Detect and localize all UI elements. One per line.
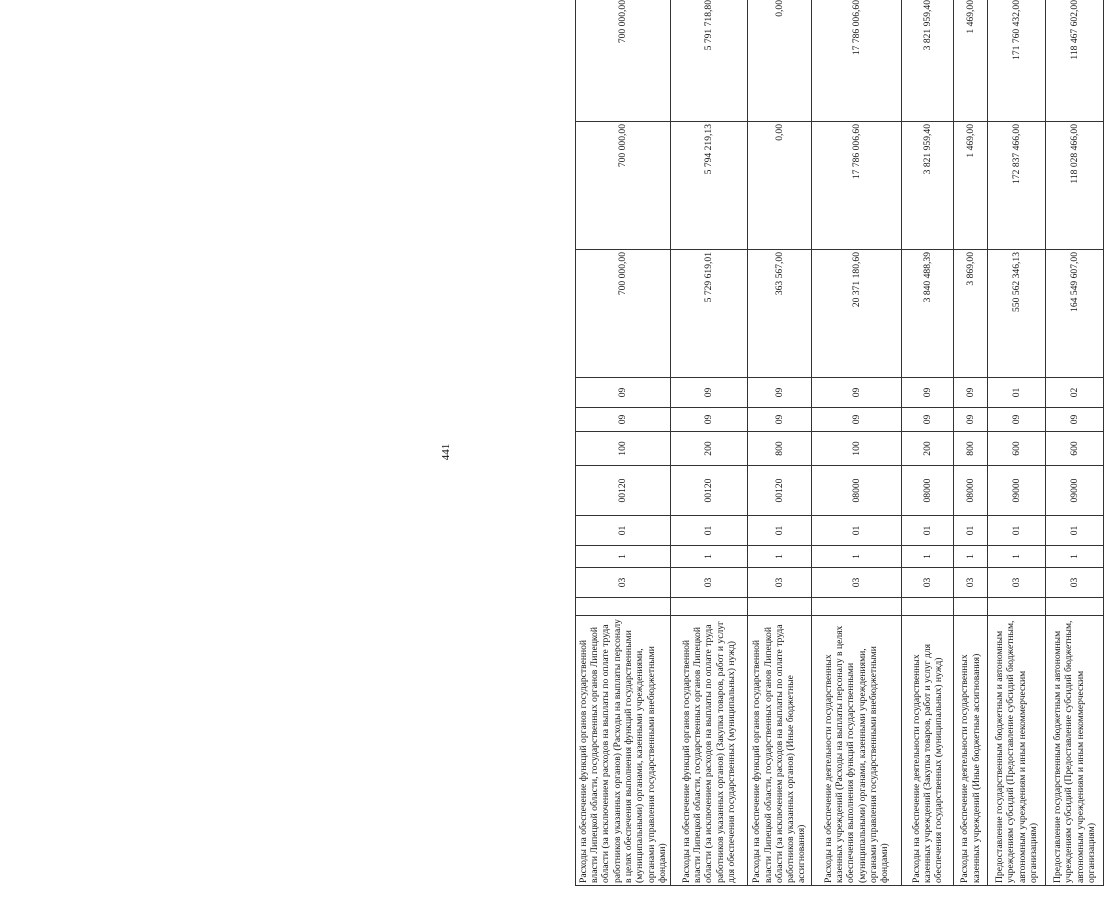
cell-csr1: 01 (988, 516, 1046, 546)
cell-pr: 1 (988, 546, 1046, 568)
cell-sum-1: 20 371 180,60 (812, 250, 902, 378)
cell-name: Расходы на обеспечение деятельности государственных казенных учреждений (Закупка товаров, работ и услуг для обеспечения государственных (муниципальных) нужд) (902, 616, 954, 886)
cell-sum-2: 0,00 (748, 122, 812, 250)
cell-rz: 03 (576, 568, 671, 598)
cell-sum-1: 700 000,00 (576, 250, 671, 378)
cell-rz: 03 (902, 568, 954, 598)
cell-sum-1: 550 562 346,13 (988, 250, 1046, 378)
cell-csr1: 01 (671, 516, 748, 546)
cell-sum-2: 5 794 219,13 (671, 122, 748, 250)
cell-sum-3: 0,00 (748, 0, 812, 122)
cell-csr1: 01 (902, 516, 954, 546)
cell-vr: 100 (812, 432, 902, 466)
page-number: 441 (440, 443, 452, 461)
cell-sum-2: 700 000,00 (576, 122, 671, 250)
cell-sum-3: 17 786 006,60 (812, 0, 902, 122)
cell-sum-1: 5 729 619,01 (671, 250, 748, 378)
cell-csr1: 01 (1046, 516, 1104, 546)
cell-sum-1: 3 869,00 (954, 250, 988, 378)
budget-table (575, 0, 1104, 886)
cell-sum-2: 172 837 466,00 (988, 122, 1046, 250)
cell-pr: 1 (576, 546, 671, 568)
cell-rz: 03 (748, 568, 812, 598)
cell-sub: 09 (812, 378, 902, 408)
cell-sum-2: 118 028 466,00 (1046, 122, 1104, 250)
cell-gr: 09 (671, 408, 748, 432)
cell-sum-3: 1 469,00 (954, 0, 988, 122)
table-row (671, 0, 748, 886)
cell-vr: 200 (671, 432, 748, 466)
cell-sum-1: 363 567,00 (748, 250, 812, 378)
cell-vr: 600 (988, 432, 1046, 466)
cell-vr: 600 (1046, 432, 1104, 466)
cell-ved (988, 598, 1046, 616)
cell-rz: 03 (1046, 568, 1104, 598)
cell-sub: 09 (671, 378, 748, 408)
cell-name: Расходы на обеспечение функций органов государственной власти Липецкой области, государственных органов Липецкой области (за исключением расходов на выплаты по оплате труда работников указанных органов) (Иные бюджетные ассигнования) (748, 616, 812, 886)
cell-pr: 1 (671, 546, 748, 568)
cell-gr: 09 (748, 408, 812, 432)
cell-gr: 09 (812, 408, 902, 432)
cell-csr1: 01 (748, 516, 812, 546)
cell-csr2: 00120 (748, 466, 812, 516)
cell-sub: 09 (954, 378, 988, 408)
cell-sub: 01 (988, 378, 1046, 408)
cell-rz: 03 (671, 568, 748, 598)
cell-csr2: 08000 (812, 466, 902, 516)
cell-csr1: 01 (576, 516, 671, 546)
cell-sum-3: 3 821 959,40 (902, 0, 954, 122)
cell-sum-3: 171 760 432,00 (988, 0, 1046, 122)
cell-rz: 03 (954, 568, 988, 598)
cell-csr2: 00120 (576, 466, 671, 516)
table-row (954, 0, 988, 886)
cell-name: Расходы на обеспечение деятельности государственных казенных учреждений (Расходы на выплаты персоналу в целях обеспечения выполнения функций государственными (муниципальными) органами, казенными учреждениями, органами управления государственными внебюджетными фондами) (812, 616, 902, 886)
cell-rz: 03 (988, 568, 1046, 598)
table-row (902, 0, 954, 886)
rotated-table-container (575, 0, 1097, 886)
cell-vr: 800 (954, 432, 988, 466)
cell-ved (954, 598, 988, 616)
cell-gr: 09 (576, 408, 671, 432)
cell-name: Предоставление государственным бюджетным и автономным учреждениям субсидий (Предоставление субсидий бюджетным, автономным учреждениям и иным некоммерческим организациям) (988, 616, 1046, 886)
cell-ved (902, 598, 954, 616)
table-row (812, 0, 902, 886)
cell-sum-2: 17 786 006,60 (812, 122, 902, 250)
cell-sum-3: 118 467 602,00 (1046, 0, 1104, 122)
cell-csr1: 01 (954, 516, 988, 546)
cell-gr: 09 (988, 408, 1046, 432)
cell-csr2: 09000 (988, 466, 1046, 516)
cell-sum-2: 1 469,00 (954, 122, 988, 250)
cell-sum-3: 5 791 718,80 (671, 0, 748, 122)
cell-sub: 09 (748, 378, 812, 408)
cell-rz: 03 (812, 568, 902, 598)
cell-pr: 1 (954, 546, 988, 568)
cell-name: Расходы на обеспечение функций органов государственной власти Липецкой области, государственных органов Липецкой области (за исключением расходов на выплаты по оплате труда работников указанных органов) (Закупка товаров, работ и услуг для обеспечения государственных (муниципальных) нужд) (671, 616, 748, 886)
cell-pr: 1 (902, 546, 954, 568)
cell-sum-2: 3 821 959,40 (902, 122, 954, 250)
cell-csr2: 00120 (671, 466, 748, 516)
cell-vr: 800 (748, 432, 812, 466)
cell-gr: 09 (954, 408, 988, 432)
cell-gr: 09 (1046, 408, 1104, 432)
cell-sub: 02 (1046, 378, 1104, 408)
cell-sum-3: 700 000,00 (576, 0, 671, 122)
cell-name: Расходы на обеспечение функций органов государственной власти Липецкой области, государственных органов Липецкой области (за исключением расходов на выплаты по оплате труда работников указанных органов) (Расходы на выплаты персоналу в целях обеспечения выполнения функций государственными (муниципальными) органами, казенными учреждениями, органами управления государственными внебюджетными фондами) (576, 616, 671, 886)
cell-csr1: 01 (812, 516, 902, 546)
cell-ved (671, 598, 748, 616)
cell-sum-1: 3 840 488,39 (902, 250, 954, 378)
cell-gr: 09 (902, 408, 954, 432)
cell-ved (812, 598, 902, 616)
table-row (576, 0, 671, 886)
cell-vr: 200 (902, 432, 954, 466)
cell-pr: 1 (748, 546, 812, 568)
cell-sum-1: 164 549 607,00 (1046, 250, 1104, 378)
cell-sub: 09 (576, 378, 671, 408)
cell-csr2: 09000 (1046, 466, 1104, 516)
cell-name: Предоставление государственным бюджетным и автономным учреждениям субсидий (Предоставление субсидий бюджетным, автономным учреждениям и иным некоммерческим организациям) (1046, 616, 1104, 886)
cell-sub: 09 (902, 378, 954, 408)
table-row (1046, 0, 1104, 886)
cell-csr2: 08000 (954, 466, 988, 516)
cell-csr2: 08000 (902, 466, 954, 516)
table-row (748, 0, 812, 886)
cell-ved (748, 598, 812, 616)
cell-name: Расходы на обеспечение деятельности государственных казенных учреждений (Иные бюджетные ассигнования) (954, 616, 988, 886)
cell-ved (1046, 598, 1104, 616)
cell-ved (576, 598, 671, 616)
table-row (988, 0, 1046, 886)
cell-pr: 1 (812, 546, 902, 568)
cell-vr: 100 (576, 432, 671, 466)
cell-pr: 1 (1046, 546, 1104, 568)
